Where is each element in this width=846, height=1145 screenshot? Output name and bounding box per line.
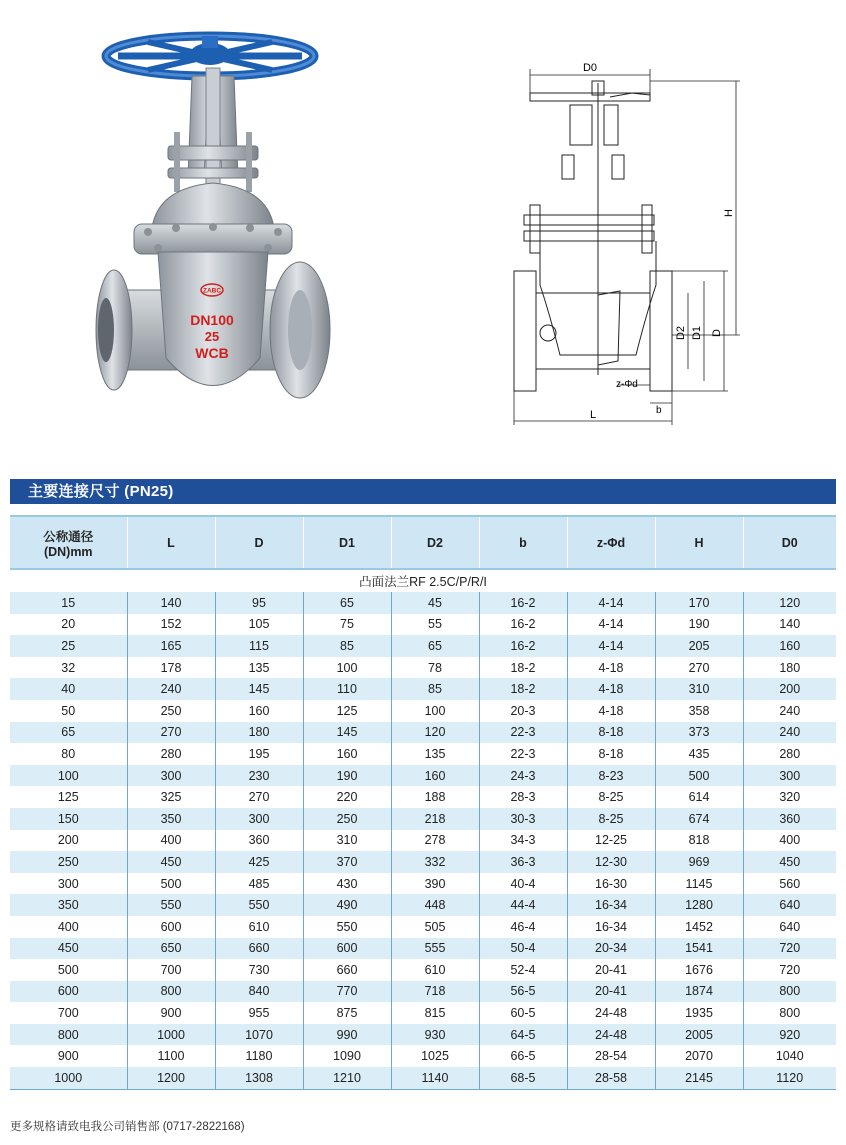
cell-d2: 120 — [391, 722, 479, 744]
table-row — [10, 981, 836, 1003]
cell-d1: 875 — [303, 1002, 391, 1024]
cell-dn: 25 — [10, 635, 127, 657]
cell-d: 135 — [215, 657, 303, 679]
cell-d1: 250 — [303, 808, 391, 830]
cell-d0: 120 — [743, 592, 836, 614]
table-row — [10, 743, 836, 765]
cell-d2: 610 — [391, 959, 479, 981]
cell-d0: 200 — [743, 678, 836, 700]
cell-d2: 1025 — [391, 1045, 479, 1067]
cell-d: 1308 — [215, 1067, 303, 1089]
cell-d1: 1210 — [303, 1067, 391, 1089]
cell-b: 46-4 — [479, 916, 567, 938]
cell-d: 730 — [215, 959, 303, 981]
cell-dn: 40 — [10, 678, 127, 700]
cell-d: 1070 — [215, 1024, 303, 1046]
cell-h: 969 — [655, 851, 743, 873]
cell-d1: 190 — [303, 765, 391, 787]
cell-b: 66-5 — [479, 1045, 567, 1067]
cell-l: 250 — [127, 700, 215, 722]
cell-d1: 600 — [303, 938, 391, 960]
cell-d1: 550 — [303, 916, 391, 938]
cell-b: 34-3 — [479, 830, 567, 852]
header-dn — [10, 516, 127, 569]
cell-l: 165 — [127, 635, 215, 657]
cell-h: 1145 — [655, 873, 743, 895]
cell-d1: 370 — [303, 851, 391, 873]
cell-l: 450 — [127, 851, 215, 873]
cell-b: 24-3 — [479, 765, 567, 787]
cell-b: 64-5 — [479, 1024, 567, 1046]
cell-zd: 24-48 — [567, 1002, 655, 1024]
cell-l: 700 — [127, 959, 215, 981]
cell-d0: 140 — [743, 614, 836, 636]
table-row — [10, 1045, 836, 1067]
cell-d: 955 — [215, 1002, 303, 1024]
cell-h: 1280 — [655, 894, 743, 916]
header-dn-line1: 公称通径 — [43, 529, 94, 544]
cell-d: 145 — [215, 678, 303, 700]
header-dn-line2: (DN)mm — [43, 544, 93, 559]
cell-d2: 505 — [391, 916, 479, 938]
cell-d2: 100 — [391, 700, 479, 722]
cell-zd: 16-30 — [567, 873, 655, 895]
cell-b: 22-3 — [479, 743, 567, 765]
header-d2: D2 — [391, 516, 479, 569]
cell-h: 373 — [655, 722, 743, 744]
cell-h: 500 — [655, 765, 743, 787]
table-row — [10, 765, 836, 787]
cell-h: 674 — [655, 808, 743, 830]
cell-dn: 900 — [10, 1045, 127, 1067]
cell-b: 18-2 — [479, 678, 567, 700]
cell-d1: 220 — [303, 786, 391, 808]
cell-zd: 28-54 — [567, 1045, 655, 1067]
cell-b: 16-2 — [479, 614, 567, 636]
cell-d: 230 — [215, 765, 303, 787]
cell-d0: 240 — [743, 700, 836, 722]
cell-d1: 160 — [303, 743, 391, 765]
table-row — [10, 1067, 836, 1089]
cell-h: 435 — [655, 743, 743, 765]
cell-d0: 640 — [743, 894, 836, 916]
cell-h: 310 — [655, 678, 743, 700]
dim-label-b: b — [656, 405, 662, 416]
cell-h: 818 — [655, 830, 743, 852]
table-row — [10, 786, 836, 808]
header-h: H — [655, 516, 743, 569]
cell-d: 105 — [215, 614, 303, 636]
cell-d1: 125 — [303, 700, 391, 722]
cell-b: 68-5 — [479, 1067, 567, 1089]
cell-d0: 280 — [743, 743, 836, 765]
cell-d: 360 — [215, 830, 303, 852]
header-b: b — [479, 516, 567, 569]
cell-d: 160 — [215, 700, 303, 722]
cell-d0: 320 — [743, 786, 836, 808]
cell-b: 22-3 — [479, 722, 567, 744]
dim-label-l: L — [589, 409, 597, 421]
cell-dn: 1000 — [10, 1067, 127, 1089]
cell-h: 1541 — [655, 938, 743, 960]
cell-d2: 45 — [391, 592, 479, 614]
cell-dn: 15 — [10, 592, 127, 614]
cell-h: 190 — [655, 614, 743, 636]
cell-dn: 300 — [10, 873, 127, 895]
cell-b: 16-2 — [479, 635, 567, 657]
header-l: L — [127, 516, 215, 569]
cell-d2: 65 — [391, 635, 479, 657]
cell-d1: 430 — [303, 873, 391, 895]
cell-zd: 4-18 — [567, 700, 655, 722]
cell-dn: 250 — [10, 851, 127, 873]
cell-d0: 1040 — [743, 1045, 836, 1067]
cell-d: 180 — [215, 722, 303, 744]
cell-d: 485 — [215, 873, 303, 895]
cell-d2: 278 — [391, 830, 479, 852]
cell-zd: 12-25 — [567, 830, 655, 852]
cell-d2: 160 — [391, 765, 479, 787]
cell-d2: 188 — [391, 786, 479, 808]
cell-d0: 450 — [743, 851, 836, 873]
cell-d1: 145 — [303, 722, 391, 744]
cell-zd: 20-41 — [567, 959, 655, 981]
cell-l: 1000 — [127, 1024, 215, 1046]
cell-d2: 718 — [391, 981, 479, 1003]
body-marking-size: DN100 — [190, 312, 234, 328]
cell-d: 840 — [215, 981, 303, 1003]
cell-zd: 28-58 — [567, 1067, 655, 1089]
table-row — [10, 830, 836, 852]
cell-b: 50-4 — [479, 938, 567, 960]
dim-label-d: D — [711, 329, 723, 337]
cell-dn: 150 — [10, 808, 127, 830]
table-row — [10, 1024, 836, 1046]
cell-d0: 400 — [743, 830, 836, 852]
cell-d2: 448 — [391, 894, 479, 916]
cell-l: 300 — [127, 765, 215, 787]
cell-d0: 240 — [743, 722, 836, 744]
cell-h: 358 — [655, 700, 743, 722]
cell-l: 350 — [127, 808, 215, 830]
body-marking-pressure: 25 — [204, 329, 220, 344]
cell-d: 95 — [215, 592, 303, 614]
cell-zd: 8-25 — [567, 786, 655, 808]
header-d1: D1 — [303, 516, 391, 569]
table-row — [10, 873, 836, 895]
cell-d: 550 — [215, 894, 303, 916]
cell-b: 60-5 — [479, 1002, 567, 1024]
header-d0: D0 — [743, 516, 836, 569]
cell-b: 16-2 — [479, 592, 567, 614]
dimension-table — [10, 515, 836, 1090]
cell-h: 1874 — [655, 981, 743, 1003]
cell-d2: 135 — [391, 743, 479, 765]
cell-d2: 930 — [391, 1024, 479, 1046]
cell-b: 52-4 — [479, 959, 567, 981]
cell-h: 270 — [655, 657, 743, 679]
cell-d1: 75 — [303, 614, 391, 636]
cell-d2: 78 — [391, 657, 479, 679]
table-subheader-row — [10, 569, 836, 592]
cell-d: 115 — [215, 635, 303, 657]
cell-b: 30-3 — [479, 808, 567, 830]
table-row — [10, 635, 836, 657]
cell-d: 610 — [215, 916, 303, 938]
cell-dn: 125 — [10, 786, 127, 808]
cell-d2: 555 — [391, 938, 479, 960]
body-logo: ZABC — [202, 287, 222, 295]
cell-d0: 1120 — [743, 1067, 836, 1089]
cell-l: 900 — [127, 1002, 215, 1024]
cell-d2: 85 — [391, 678, 479, 700]
cell-d2: 1140 — [391, 1067, 479, 1089]
cell-l: 600 — [127, 916, 215, 938]
cell-l: 500 — [127, 873, 215, 895]
cell-dn: 350 — [10, 894, 127, 916]
flange-type-label: 凸面法兰RF 2.5C/P/R/I — [10, 569, 836, 592]
cell-b: 56-5 — [479, 981, 567, 1003]
table-row — [10, 592, 836, 614]
cell-l: 1200 — [127, 1067, 215, 1089]
table-row — [10, 851, 836, 873]
dim-label-zd: z-Φd — [616, 379, 638, 390]
table-row — [10, 1002, 836, 1024]
cell-d0: 720 — [743, 959, 836, 981]
cell-d1: 100 — [303, 657, 391, 679]
table-row — [10, 959, 836, 981]
cell-h: 1935 — [655, 1002, 743, 1024]
cell-dn: 20 — [10, 614, 127, 636]
header-zd: z-Φd — [567, 516, 655, 569]
cell-d: 300 — [215, 808, 303, 830]
cell-d0: 720 — [743, 938, 836, 960]
table-header-row — [10, 516, 836, 569]
cell-l: 550 — [127, 894, 215, 916]
table-row — [10, 678, 836, 700]
cell-d0: 640 — [743, 916, 836, 938]
cell-d0: 800 — [743, 1002, 836, 1024]
cell-d1: 65 — [303, 592, 391, 614]
cell-h: 205 — [655, 635, 743, 657]
cell-h: 1452 — [655, 916, 743, 938]
cell-d1: 990 — [303, 1024, 391, 1046]
footnote: 更多规格请致电我公司销售部 (0717-2822168) — [10, 1121, 245, 1133]
cell-d2: 390 — [391, 873, 479, 895]
dim-label-d0: D0 — [582, 62, 598, 74]
cell-zd: 8-18 — [567, 743, 655, 765]
cell-d1: 660 — [303, 959, 391, 981]
cell-h: 2005 — [655, 1024, 743, 1046]
cell-l: 650 — [127, 938, 215, 960]
cell-zd: 20-41 — [567, 981, 655, 1003]
cell-d2: 332 — [391, 851, 479, 873]
cell-d1: 310 — [303, 830, 391, 852]
cell-d1: 770 — [303, 981, 391, 1003]
cell-d: 1180 — [215, 1045, 303, 1067]
cell-dn: 600 — [10, 981, 127, 1003]
cell-zd: 8-25 — [567, 808, 655, 830]
cell-dn: 50 — [10, 700, 127, 722]
cell-b: 40-4 — [479, 873, 567, 895]
cell-l: 280 — [127, 743, 215, 765]
cell-h: 1676 — [655, 959, 743, 981]
cell-d0: 360 — [743, 808, 836, 830]
table-row — [10, 700, 836, 722]
cell-d0: 180 — [743, 657, 836, 679]
cell-l: 325 — [127, 786, 215, 808]
cell-zd: 8-18 — [567, 722, 655, 744]
cell-dn: 80 — [10, 743, 127, 765]
cell-h: 614 — [655, 786, 743, 808]
cell-d0: 560 — [743, 873, 836, 895]
cell-l: 140 — [127, 592, 215, 614]
table-row — [10, 894, 836, 916]
cell-b: 36-3 — [479, 851, 567, 873]
cell-dn: 32 — [10, 657, 127, 679]
cell-zd: 4-14 — [567, 635, 655, 657]
table-row — [10, 916, 836, 938]
cell-d2: 55 — [391, 614, 479, 636]
cell-d1: 490 — [303, 894, 391, 916]
cell-zd: 20-34 — [567, 938, 655, 960]
gate-valve-photo — [88, 28, 338, 428]
cell-zd: 16-34 — [567, 894, 655, 916]
cell-l: 1100 — [127, 1045, 215, 1067]
cell-l: 240 — [127, 678, 215, 700]
cell-dn: 700 — [10, 1002, 127, 1024]
table-row — [10, 808, 836, 830]
cell-d1: 85 — [303, 635, 391, 657]
table-row — [10, 722, 836, 744]
dim-label-d2: D2 — [675, 325, 687, 341]
cell-zd: 8-23 — [567, 765, 655, 787]
cell-d: 425 — [215, 851, 303, 873]
cell-zd: 4-14 — [567, 592, 655, 614]
cell-dn: 450 — [10, 938, 127, 960]
cell-d2: 815 — [391, 1002, 479, 1024]
cell-h: 2145 — [655, 1067, 743, 1089]
cell-zd: 4-18 — [567, 678, 655, 700]
cell-d1: 1090 — [303, 1045, 391, 1067]
cell-d0: 160 — [743, 635, 836, 657]
table-row — [10, 614, 836, 636]
cell-h: 170 — [655, 592, 743, 614]
cell-b: 20-3 — [479, 700, 567, 722]
cell-dn: 500 — [10, 959, 127, 981]
table-row — [10, 657, 836, 679]
cell-d: 660 — [215, 938, 303, 960]
cell-dn: 400 — [10, 916, 127, 938]
cell-d2: 218 — [391, 808, 479, 830]
cell-zd: 4-14 — [567, 614, 655, 636]
cell-dn: 200 — [10, 830, 127, 852]
cell-b: 44-4 — [479, 894, 567, 916]
cell-b: 28-3 — [479, 786, 567, 808]
cell-l: 270 — [127, 722, 215, 744]
cell-d: 270 — [215, 786, 303, 808]
cell-dn: 800 — [10, 1024, 127, 1046]
cell-l: 800 — [127, 981, 215, 1003]
cell-zd: 4-18 — [567, 657, 655, 679]
cell-d0: 920 — [743, 1024, 836, 1046]
cell-zd: 12-30 — [567, 851, 655, 873]
cell-zd: 24-48 — [567, 1024, 655, 1046]
dim-label-d1: D1 — [691, 325, 703, 341]
valve-dimension-drawing — [500, 55, 760, 435]
cell-d1: 110 — [303, 678, 391, 700]
body-marking-material: WCB — [195, 345, 229, 361]
dim-label-h: H — [723, 209, 735, 217]
cell-b: 18-2 — [479, 657, 567, 679]
cell-h: 2070 — [655, 1045, 743, 1067]
cell-d0: 800 — [743, 981, 836, 1003]
cell-l: 400 — [127, 830, 215, 852]
cell-d: 195 — [215, 743, 303, 765]
section-title: 主要连接尺寸 (PN25) — [10, 479, 836, 504]
cell-d0: 300 — [743, 765, 836, 787]
cell-zd: 16-34 — [567, 916, 655, 938]
cell-dn: 65 — [10, 722, 127, 744]
cell-dn: 100 — [10, 765, 127, 787]
cell-l: 152 — [127, 614, 215, 636]
cell-l: 178 — [127, 657, 215, 679]
table-row — [10, 938, 836, 960]
header-d: D — [215, 516, 303, 569]
